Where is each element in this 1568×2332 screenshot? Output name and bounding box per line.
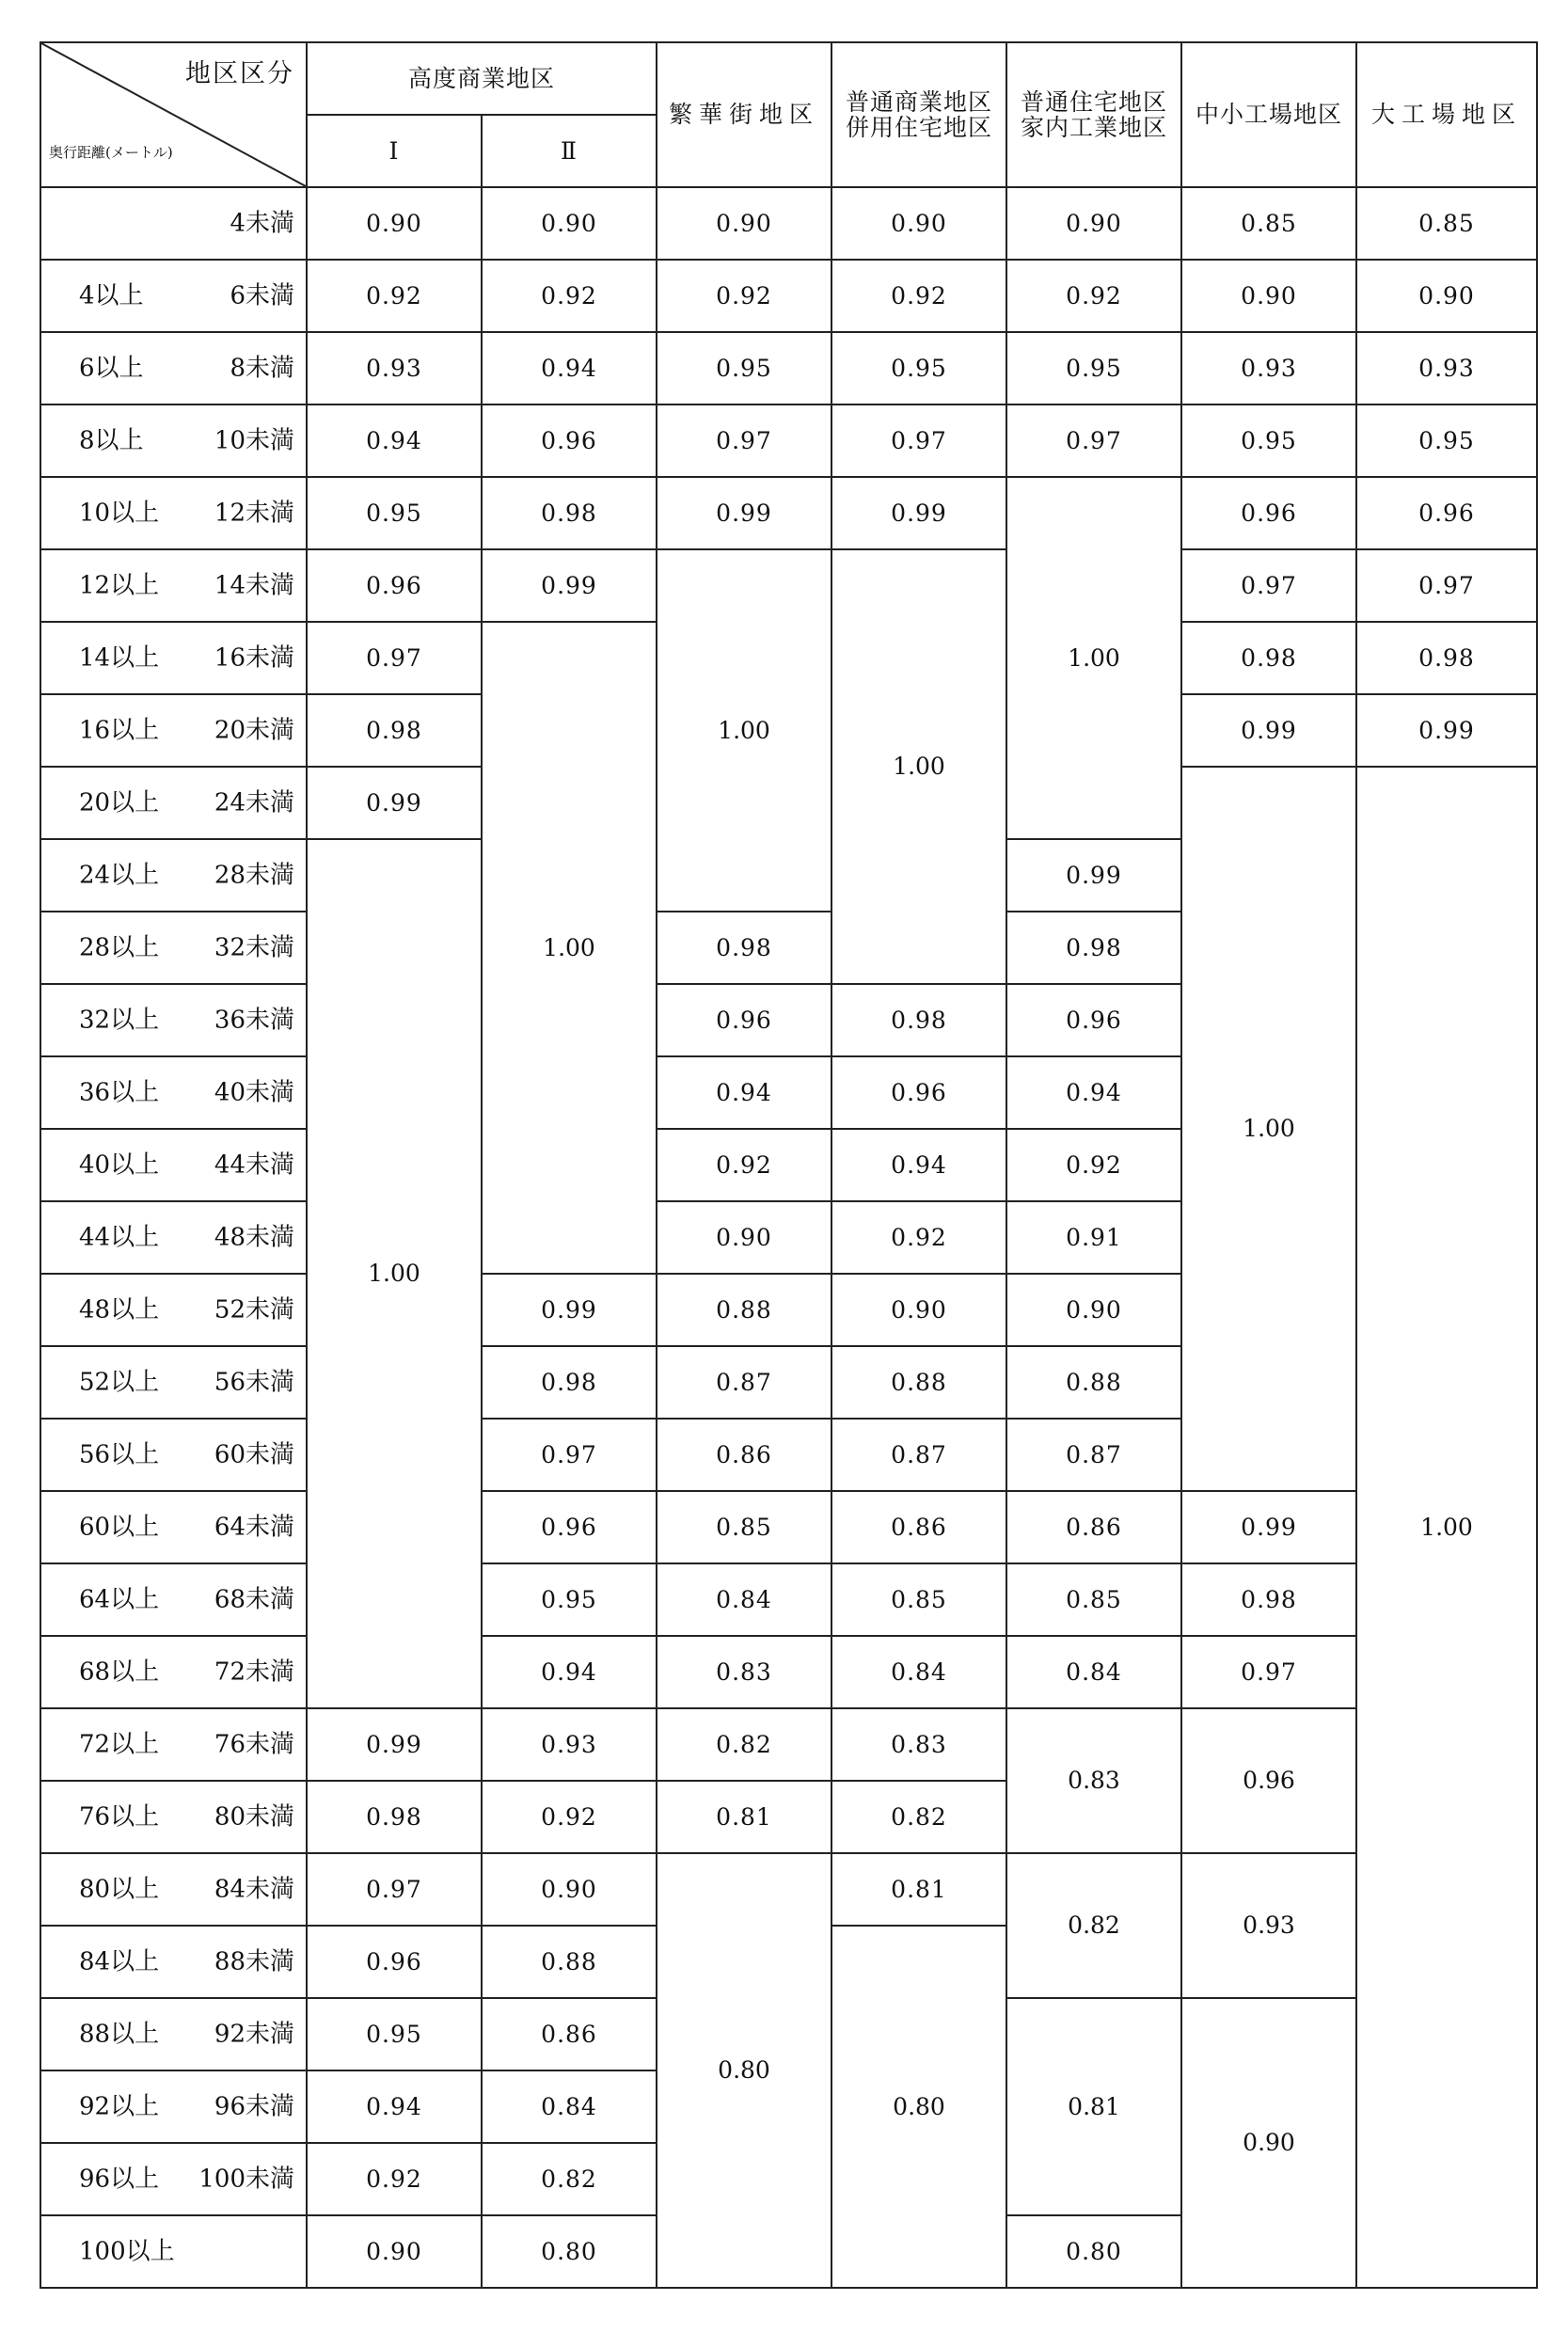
factor-cell-futsu_jutaku: 0.83 <box>1006 1708 1181 1853</box>
depth-to: 16未満 <box>214 643 294 673</box>
factor-cell-futsu_jutaku: 0.88 <box>1006 1346 1181 1419</box>
depth-range-label <box>40 1636 307 1708</box>
factor-cell-kodo_2: 0.92 <box>482 260 657 332</box>
factor-cell-hanka: 1.00 <box>657 549 832 912</box>
depth-to: 64未満 <box>214 1513 294 1542</box>
depth-range-label <box>40 1419 307 1491</box>
header-heiyo-jutaku-line2: 併用住宅地区 <box>846 114 993 141</box>
factor-cell-kodo_2: 0.94 <box>482 332 657 405</box>
depth-to: 12未満 <box>214 499 294 528</box>
depth-to: 72未満 <box>214 1658 294 1687</box>
depth-to: 14未満 <box>214 571 294 600</box>
depth-range-label <box>40 767 307 839</box>
table-row <box>40 1853 1537 1926</box>
depth-range-label <box>40 477 307 549</box>
factor-cell-kodo_2: 0.99 <box>482 1274 657 1346</box>
factor-cell-kodo_2: 0.92 <box>482 1781 657 1853</box>
factor-cell-futsu_jutaku: 0.99 <box>1006 839 1181 912</box>
factor-cell-futsu_shogyo: 0.86 <box>832 1491 1006 1563</box>
depth-range-label <box>40 260 307 332</box>
depth-from: 88以上 <box>79 2020 160 2049</box>
factor-cell-futsu_shogyo: 0.88 <box>832 1346 1006 1419</box>
depth-from: 64以上 <box>79 1585 160 1614</box>
factor-cell-chusho: 0.90 <box>1181 1998 1356 2288</box>
factor-cell-kodo_1: 0.92 <box>307 2143 482 2215</box>
header-futsu-jutaku-line1: 普通住宅地区 <box>1021 87 1168 116</box>
depth-from: 16以上 <box>79 716 160 745</box>
depth-from: 80以上 <box>79 1875 160 1904</box>
factor-cell-kodo_2: 0.95 <box>482 1563 657 1636</box>
depth-range-label <box>40 1129 307 1201</box>
factor-cell-kodo_2: 0.88 <box>482 1926 657 1998</box>
depth-to: 4未満 <box>230 209 294 238</box>
depth-range-label <box>40 1926 307 1998</box>
factor-cell-dai: 0.98 <box>1356 622 1537 694</box>
depth-range-label <box>40 839 307 912</box>
header-futsu-jutaku <box>1006 42 1181 187</box>
header-hankagai: 繁華街地区 <box>657 42 832 187</box>
depth-range-label <box>40 1201 307 1274</box>
depth-from: 10以上 <box>79 499 160 528</box>
header-kodo-shogyo: 高度商業地区 <box>307 42 657 115</box>
factor-cell-kodo_2: 0.96 <box>482 405 657 477</box>
factor-cell-futsu_shogyo: 0.99 <box>832 477 1006 549</box>
depth-range-label <box>40 1274 307 1346</box>
header-district-label: 地区区分 <box>185 59 294 88</box>
factor-cell-chusho: 0.97 <box>1181 549 1356 622</box>
factor-cell-kodo_1: 0.96 <box>307 1926 482 1998</box>
depth-to: 44未満 <box>214 1150 294 1180</box>
factor-cell-kodo_1: 1.00 <box>307 839 482 1708</box>
factor-cell-dai: 0.93 <box>1356 332 1537 405</box>
factor-cell-futsu_shogyo: 0.90 <box>832 1274 1006 1346</box>
factor-cell-kodo_2: 0.94 <box>482 1636 657 1708</box>
depth-range-label <box>40 2070 307 2143</box>
depth-from: 52以上 <box>79 1368 160 1397</box>
factor-cell-futsu_shogyo: 0.82 <box>832 1781 1006 1853</box>
depth-to: 8未満 <box>230 354 294 383</box>
factor-cell-futsu_jutaku: 0.82 <box>1006 1853 1181 1998</box>
factor-cell-futsu_shogyo: 0.80 <box>832 1926 1006 2288</box>
factor-cell-chusho: 0.98 <box>1181 1563 1356 1636</box>
factor-cell-chusho: 0.85 <box>1181 187 1356 260</box>
factor-cell-kodo_1: 0.97 <box>307 622 482 694</box>
factor-cell-kodo_2: 0.99 <box>482 549 657 622</box>
depth-to: 40未満 <box>214 1078 294 1107</box>
factor-cell-futsu_jutaku: 0.95 <box>1006 332 1181 405</box>
factor-cell-hanka: 0.88 <box>657 1274 832 1346</box>
factor-cell-futsu_jutaku: 0.94 <box>1006 1056 1181 1129</box>
factor-cell-futsu_shogyo: 0.97 <box>832 405 1006 477</box>
factor-cell-hanka: 0.90 <box>657 1201 832 1274</box>
depth-from: 24以上 <box>79 861 160 890</box>
factor-cell-kodo_1: 0.98 <box>307 1781 482 1853</box>
factor-cell-chusho: 0.93 <box>1181 332 1356 405</box>
factor-cell-futsu_jutaku: 0.90 <box>1006 187 1181 260</box>
depth-to: 84未満 <box>214 1875 294 1904</box>
factor-cell-hanka: 0.94 <box>657 1056 832 1129</box>
depth-range-label <box>40 694 307 767</box>
depth-range-label <box>40 1346 307 1419</box>
header-kanai-kogyo-line2: 家内工業地区 <box>1021 114 1168 141</box>
depth-to: 24未満 <box>214 788 294 817</box>
factor-cell-futsu_shogyo: 0.83 <box>832 1708 1006 1781</box>
header-dai-kojo: 大工場地区 <box>1356 42 1537 187</box>
depth-from: 100以上 <box>79 2237 175 2266</box>
factor-cell-kodo_1: 0.94 <box>307 2070 482 2143</box>
factor-cell-kodo_1: 0.90 <box>307 187 482 260</box>
depth-range-label <box>40 1491 307 1563</box>
depth-range-label <box>40 187 307 260</box>
depth-from: 20以上 <box>79 788 160 817</box>
depth-to: 28未満 <box>214 861 294 890</box>
factor-cell-dai: 0.96 <box>1356 477 1537 549</box>
factor-cell-futsu_jutaku: 0.90 <box>1006 1274 1181 1346</box>
factor-cell-chusho: 0.90 <box>1181 260 1356 332</box>
factor-cell-kodo_2: 0.82 <box>482 2143 657 2215</box>
factor-cell-hanka: 0.95 <box>657 332 832 405</box>
factor-cell-futsu_jutaku: 0.92 <box>1006 260 1181 332</box>
factor-cell-kodo_1: 0.95 <box>307 1998 482 2070</box>
factor-cell-chusho: 0.98 <box>1181 622 1356 694</box>
factor-cell-futsu_shogyo: 0.90 <box>832 187 1006 260</box>
factor-cell-futsu_shogyo: 0.96 <box>832 1056 1006 1129</box>
factor-cell-kodo_1: 0.97 <box>307 1853 482 1926</box>
depth-to: 88未満 <box>214 1947 294 1976</box>
depth-to: 80未満 <box>214 1802 294 1832</box>
table-row <box>40 405 1537 477</box>
factor-cell-futsu_jutaku: 0.91 <box>1006 1201 1181 1274</box>
factor-cell-kodo_2: 0.93 <box>482 1708 657 1781</box>
depth-from: 76以上 <box>79 1802 160 1832</box>
factor-cell-hanka: 0.80 <box>657 1853 832 2288</box>
factor-cell-futsu_jutaku: 0.92 <box>1006 1129 1181 1201</box>
factor-cell-kodo_2: 0.86 <box>482 1998 657 2070</box>
depth-range-label <box>40 1998 307 2070</box>
depth-range-label <box>40 1563 307 1636</box>
depth-range-label <box>40 1708 307 1781</box>
depth-range-label <box>40 549 307 622</box>
factor-cell-futsu_shogyo: 0.92 <box>832 1201 1006 1274</box>
factor-cell-kodo_2: 1.00 <box>482 622 657 1274</box>
depth-to: 32未満 <box>214 933 294 962</box>
table-row <box>40 477 1537 549</box>
factor-cell-chusho: 1.00 <box>1181 767 1356 1491</box>
table-row <box>40 260 1537 332</box>
table-row <box>40 1491 1537 1563</box>
table-row <box>40 332 1537 405</box>
table-row <box>40 187 1537 260</box>
factor-cell-futsu_shogyo: 0.95 <box>832 332 1006 405</box>
depth-to: 36未満 <box>214 1006 294 1035</box>
factor-cell-futsu_shogyo: 0.94 <box>832 1129 1006 1201</box>
depth-from: 48以上 <box>79 1295 160 1325</box>
table-row <box>40 1636 1537 1708</box>
factor-cell-hanka: 0.92 <box>657 260 832 332</box>
factor-cell-dai: 0.90 <box>1356 260 1537 332</box>
header-corner-cell <box>40 42 307 187</box>
depth-from: 72以上 <box>79 1730 160 1759</box>
factor-cell-kodo_2: 0.90 <box>482 187 657 260</box>
factor-cell-kodo_2: 0.96 <box>482 1491 657 1563</box>
depth-to: 100未満 <box>198 2165 294 2194</box>
factor-cell-futsu_shogyo: 0.81 <box>832 1853 1006 1926</box>
factor-cell-kodo_1: 0.99 <box>307 767 482 839</box>
factor-cell-kodo_1: 0.99 <box>307 1708 482 1781</box>
factor-cell-kodo_2: 0.98 <box>482 1346 657 1419</box>
factor-cell-futsu_jutaku: 0.97 <box>1006 405 1181 477</box>
factor-cell-futsu_jutaku: 0.96 <box>1006 984 1181 1056</box>
depth-from: 40以上 <box>79 1150 160 1180</box>
factor-cell-kodo_2: 0.80 <box>482 2215 657 2288</box>
factor-cell-hanka: 0.96 <box>657 984 832 1056</box>
factor-cell-kodo_2: 0.98 <box>482 477 657 549</box>
factor-cell-chusho: 0.96 <box>1181 477 1356 549</box>
table-row <box>40 1708 1537 1781</box>
factor-cell-kodo_1: 0.92 <box>307 260 482 332</box>
depth-to: 6未満 <box>230 281 294 310</box>
factor-cell-hanka: 0.99 <box>657 477 832 549</box>
depth-to: 10未満 <box>214 426 294 455</box>
factor-cell-hanka: 0.85 <box>657 1491 832 1563</box>
factor-cell-kodo_1: 0.95 <box>307 477 482 549</box>
depth-from: 84以上 <box>79 1947 160 1976</box>
depth-from: 96以上 <box>79 2165 160 2194</box>
factor-cell-kodo_1: 0.96 <box>307 549 482 622</box>
factor-cell-hanka: 0.81 <box>657 1781 832 1853</box>
depth-to: 56未満 <box>214 1368 294 1397</box>
factor-cell-hanka: 0.87 <box>657 1346 832 1419</box>
factor-cell-futsu_jutaku: 0.84 <box>1006 1636 1181 1708</box>
factor-cell-hanka: 0.98 <box>657 912 832 984</box>
header-kodo-sub-2: Ⅱ <box>482 115 657 187</box>
depth-from: 8以上 <box>79 426 144 455</box>
depth-to: 76未満 <box>214 1730 294 1759</box>
factor-cell-futsu_jutaku: 0.86 <box>1006 1491 1181 1563</box>
depth-from: 56以上 <box>79 1440 160 1469</box>
factor-cell-hanka: 0.97 <box>657 405 832 477</box>
depth-to: 60未満 <box>214 1440 294 1469</box>
factor-cell-kodo_1: 0.93 <box>307 332 482 405</box>
factor-cell-chusho: 0.93 <box>1181 1853 1356 1998</box>
depth-range-label <box>40 405 307 477</box>
factor-cell-futsu_jutaku: 1.00 <box>1006 477 1181 839</box>
depth-from: 36以上 <box>79 1078 160 1107</box>
depth-to: 52未満 <box>214 1295 294 1325</box>
factor-cell-dai: 0.95 <box>1356 405 1537 477</box>
header-futsu-shogyo-line1: 普通商業地区 <box>846 87 993 116</box>
factor-cell-hanka: 0.92 <box>657 1129 832 1201</box>
depth-to: 92未満 <box>214 2020 294 2049</box>
factor-cell-dai: 0.97 <box>1356 549 1537 622</box>
factor-cell-futsu_shogyo: 1.00 <box>832 549 1006 984</box>
depth-from: 68以上 <box>79 1658 160 1687</box>
factor-cell-hanka: 0.82 <box>657 1708 832 1781</box>
factor-cell-kodo_1: 0.90 <box>307 2215 482 2288</box>
factor-cell-futsu_jutaku: 0.87 <box>1006 1419 1181 1491</box>
factor-cell-futsu_jutaku: 0.85 <box>1006 1563 1181 1636</box>
factor-cell-futsu_shogyo: 0.92 <box>832 260 1006 332</box>
depth-from: 4以上 <box>79 281 144 310</box>
depth-range-label <box>40 2143 307 2215</box>
depth-range-label <box>40 622 307 694</box>
depth-from: 44以上 <box>79 1223 160 1252</box>
depth-to: 48未満 <box>214 1223 294 1252</box>
depth-range-label <box>40 332 307 405</box>
factor-cell-futsu_shogyo: 0.98 <box>832 984 1006 1056</box>
factor-cell-futsu_jutaku: 0.80 <box>1006 2215 1181 2288</box>
depth-factor-table <box>40 41 1538 2289</box>
factor-cell-dai: 0.99 <box>1356 694 1537 767</box>
depth-range-label <box>40 1853 307 1926</box>
factor-cell-kodo_1: 0.98 <box>307 694 482 767</box>
header-futsu-shogyo <box>832 42 1006 187</box>
header-chusho-kojo: 中小工場地区 <box>1181 42 1356 187</box>
depth-to: 96未満 <box>214 2092 294 2121</box>
depth-from: 28以上 <box>79 933 160 962</box>
factor-cell-hanka: 0.84 <box>657 1563 832 1636</box>
factor-cell-chusho: 0.95 <box>1181 405 1356 477</box>
factor-cell-kodo_2: 0.97 <box>482 1419 657 1491</box>
factor-cell-kodo_2: 0.90 <box>482 1853 657 1926</box>
factor-cell-futsu_jutaku: 0.98 <box>1006 912 1181 984</box>
factor-cell-chusho: 0.96 <box>1181 1708 1356 1853</box>
factor-cell-hanka: 0.83 <box>657 1636 832 1708</box>
factor-cell-dai: 1.00 <box>1356 767 1537 2288</box>
table-row <box>40 549 1537 622</box>
depth-range-label <box>40 2215 307 2288</box>
factor-cell-futsu_shogyo: 0.85 <box>832 1563 1006 1636</box>
factor-cell-kodo_1: 0.94 <box>307 405 482 477</box>
header-kodo-sub-1: Ⅰ <box>307 115 482 187</box>
factor-cell-chusho: 0.97 <box>1181 1636 1356 1708</box>
factor-cell-kodo_2: 0.84 <box>482 2070 657 2143</box>
table-row <box>40 1563 1537 1636</box>
depth-range-label <box>40 1781 307 1853</box>
depth-from: 60以上 <box>79 1513 160 1542</box>
factor-cell-chusho: 0.99 <box>1181 694 1356 767</box>
factor-cell-futsu_jutaku: 0.81 <box>1006 1998 1181 2215</box>
depth-from: 92以上 <box>79 2092 160 2121</box>
depth-from: 14以上 <box>79 643 160 673</box>
depth-from: 32以上 <box>79 1006 160 1035</box>
factor-cell-hanka: 0.86 <box>657 1419 832 1491</box>
depth-range-label <box>40 984 307 1056</box>
depth-range-label <box>40 912 307 984</box>
factor-cell-chusho: 0.99 <box>1181 1491 1356 1563</box>
factor-cell-hanka: 0.90 <box>657 187 832 260</box>
factor-cell-futsu_shogyo: 0.84 <box>832 1636 1006 1708</box>
header-depth-label: 奥行距離(メートル) <box>49 143 173 161</box>
depth-to: 68未満 <box>214 1585 294 1614</box>
depth-from: 6以上 <box>79 354 144 383</box>
depth-range-label <box>40 1056 307 1129</box>
depth-to: 20未満 <box>214 716 294 745</box>
factor-cell-futsu_shogyo: 0.87 <box>832 1419 1006 1491</box>
depth-from: 12以上 <box>79 571 160 600</box>
factor-cell-dai: 0.85 <box>1356 187 1537 260</box>
